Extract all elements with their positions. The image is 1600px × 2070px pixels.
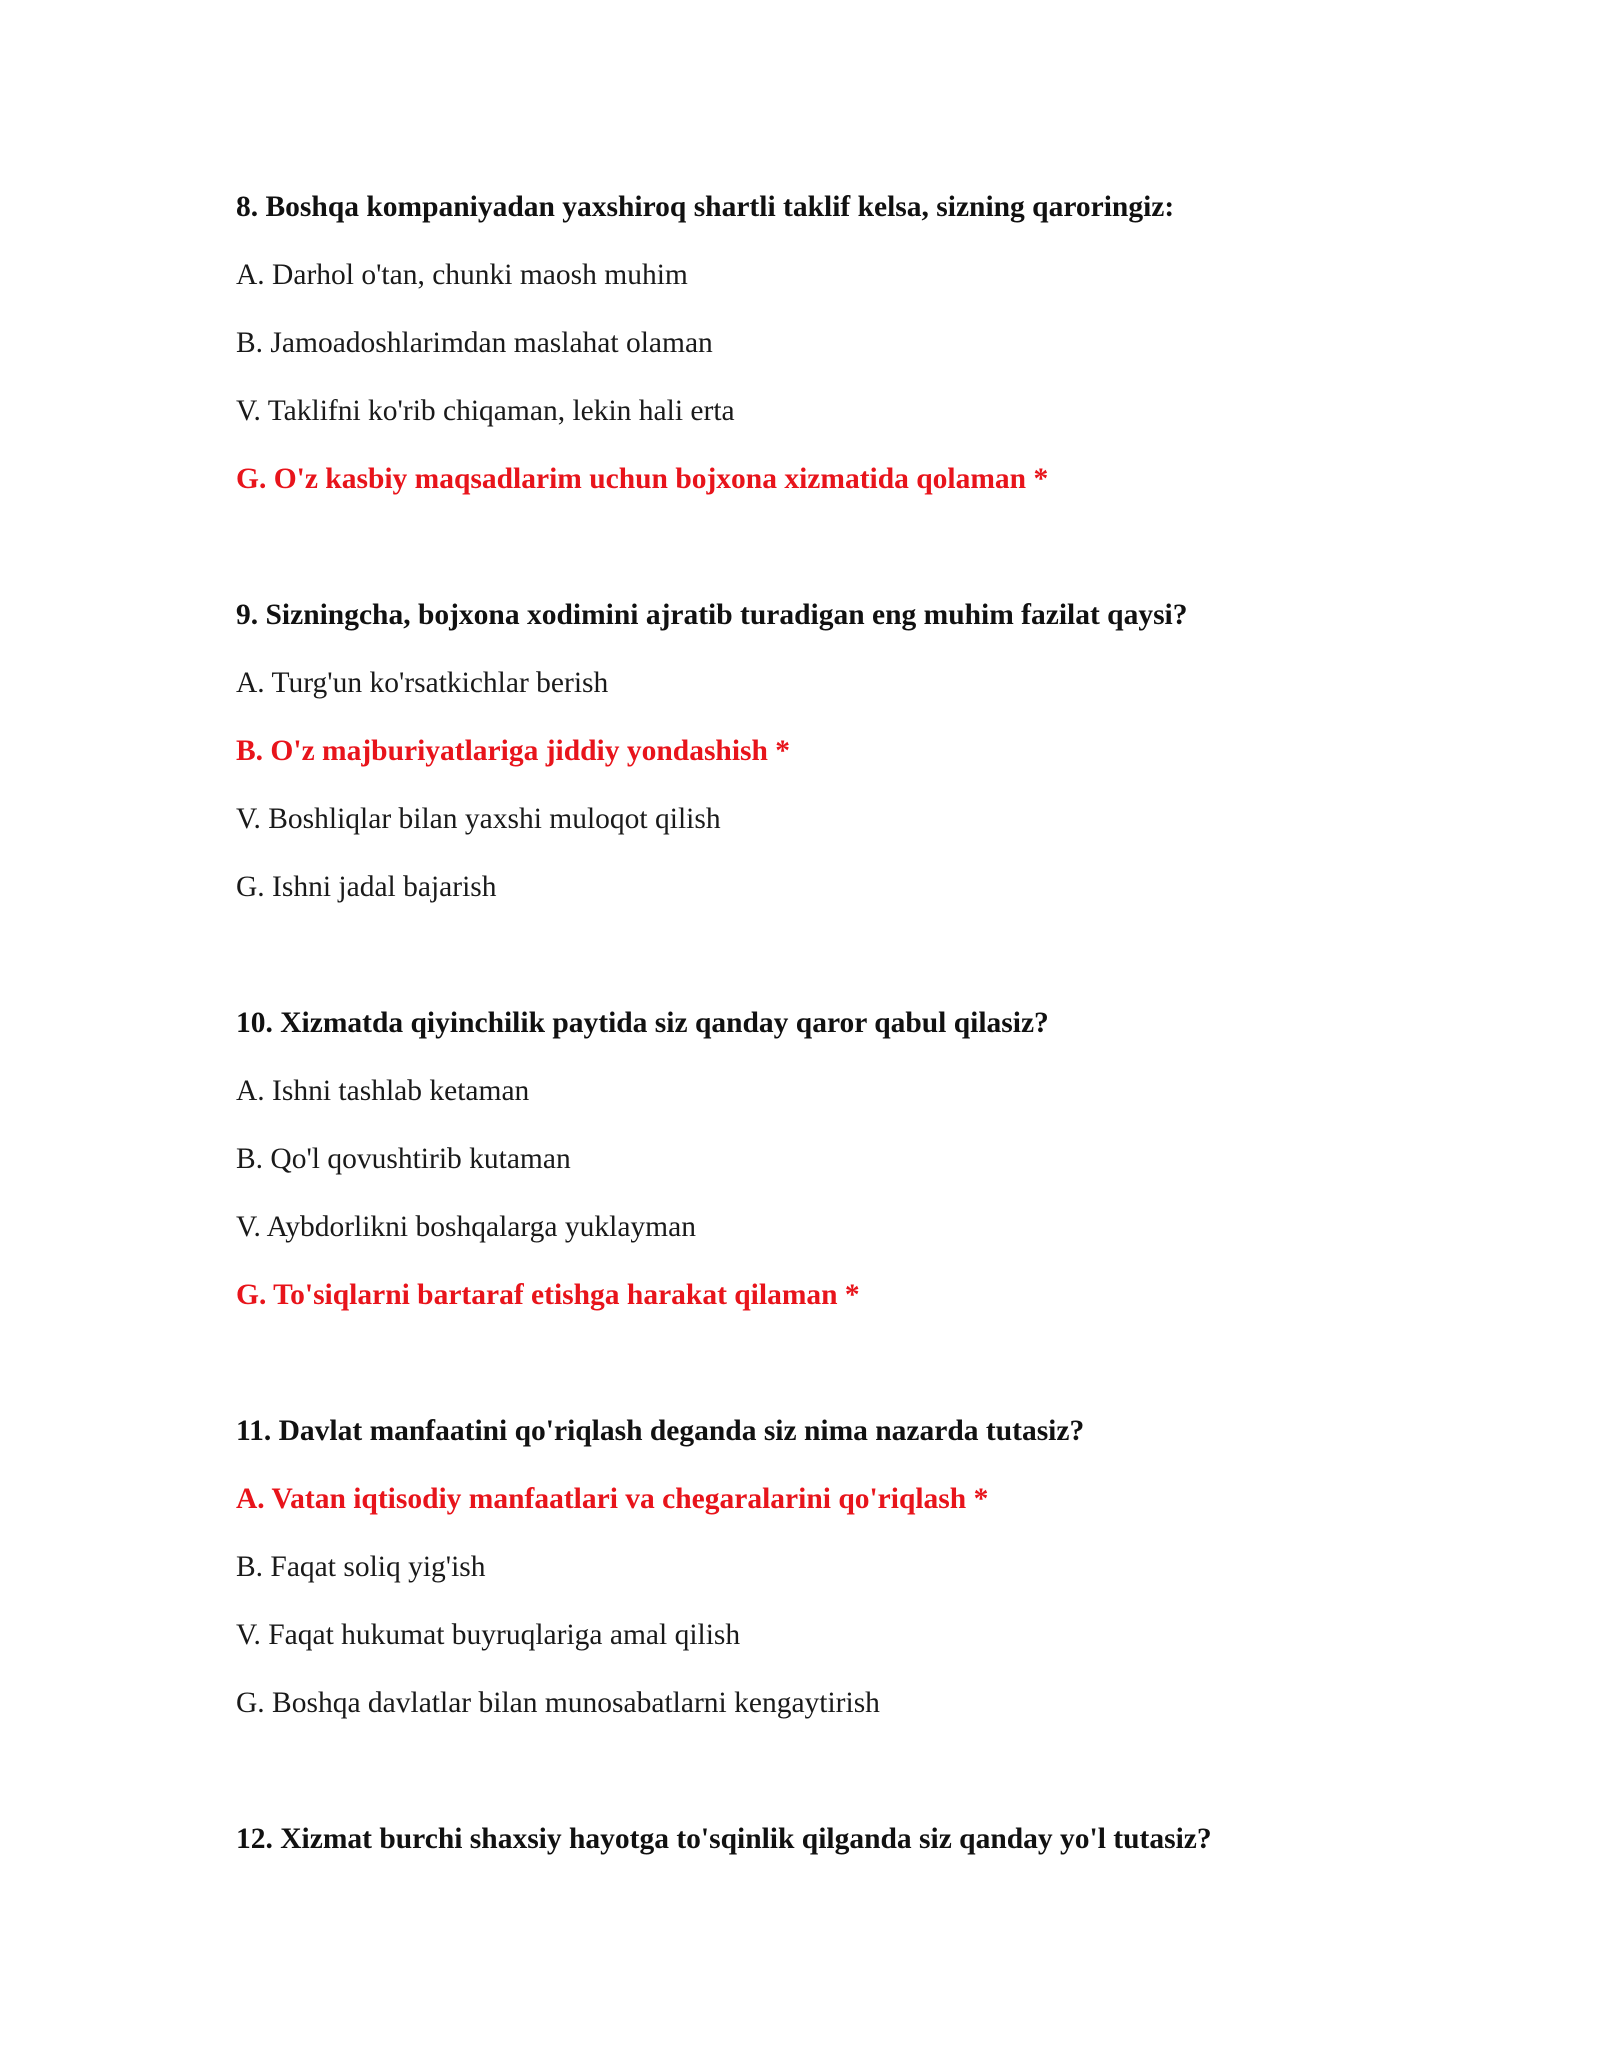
question-9-option-v: V. Boshliqlar bilan yaxshi muloqot qilish (236, 803, 721, 835)
question-9-title: 9. Sizningcha, bojxona xodimini ajratib turadigan eng muhim fazilat qaysi? (236, 599, 1188, 631)
question-9-option-b-correct: B. O'z majburiyatlariga jiddiy yondashish * (236, 735, 791, 767)
question-10-option-b: B. Qo'l qovushtirib kutaman (236, 1143, 571, 1175)
question-block-8 (236, 183, 1386, 523)
question-9-option-a: A. Turg'un ko'rsatkichlar berish (236, 667, 609, 699)
question-8-option-g-correct: G. O'z kasbiy maqsadlarim uchun bojxona xizmatida qolaman * (236, 463, 1049, 495)
question-11-option-b: B. Faqat soliq yig'ish (236, 1551, 486, 1583)
question-11-title: 11. Davlat manfaatini qo'riqlash deganda siz nima nazarda tutasiz? (236, 1415, 1085, 1447)
question-11-option-v: V. Faqat hukumat buyruqlariga amal qilish (236, 1619, 741, 1651)
question-10-option-v: V. Aybdorlikni boshqalarga yuklayman (236, 1211, 696, 1243)
question-12-title: 12. Xizmat burchi shaxsiy hayotga to'sqinlik qilganda siz qanday yo'l tutasiz? (236, 1823, 1212, 1855)
question-11-option-a-correct: A. Vatan iqtisodiy manfaatlari va chegaralarini qo'riqlash * (236, 1483, 989, 1515)
question-list (236, 183, 1386, 1951)
question-11-option-g: G. Boshqa davlatlar bilan munosabatlarni kengaytirish (236, 1687, 880, 1719)
question-10-option-a: A. Ishni tashlab ketaman (236, 1075, 530, 1107)
question-10-title: 10. Xizmatda qiyinchilik paytida siz qanday qaror qabul qilasiz? (236, 1007, 1049, 1039)
question-8-option-a: A. Darhol o'tan, chunki maosh muhim (236, 259, 688, 291)
question-block-10 (236, 999, 1386, 1339)
question-10-option-g-correct: G. To'siqlarni bartaraf etishga harakat qilaman * (236, 1279, 860, 1311)
question-8-option-b: B. Jamoadoshlarimdan maslahat olaman (236, 327, 713, 359)
question-block-9 (236, 591, 1386, 931)
question-block-11 (236, 1407, 1386, 1747)
question-block-12 (236, 1815, 1386, 1883)
question-8-title: 8. Boshqa kompaniyadan yaxshiroq shartli taklif kelsa, sizning qaroringiz: (236, 191, 1175, 223)
question-8-option-v: V. Taklifni ko'rib chiqaman, lekin hali erta (236, 395, 735, 427)
question-9-option-g: G. Ishni jadal bajarish (236, 871, 497, 903)
